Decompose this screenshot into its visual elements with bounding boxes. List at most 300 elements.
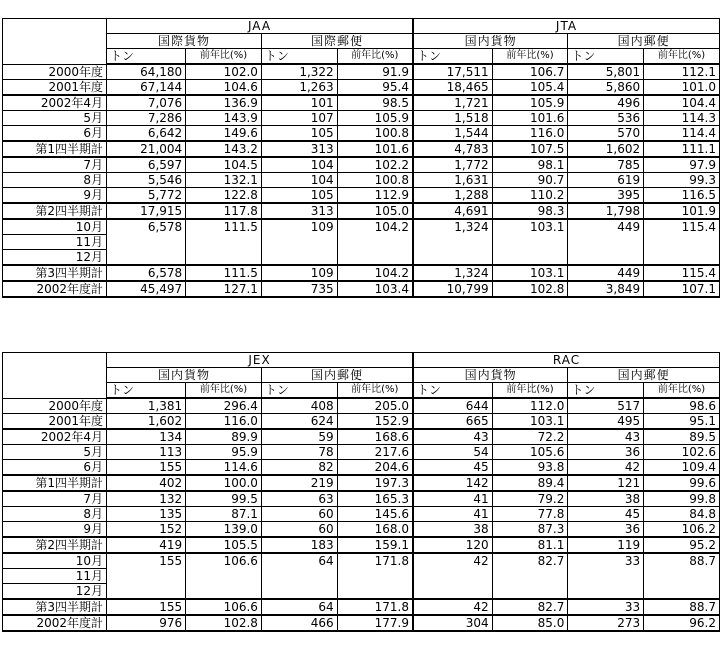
- data-cell: 89.9: [186, 429, 262, 445]
- data-cell: 111.1: [644, 141, 720, 157]
- data-cell: 1,544: [413, 126, 492, 142]
- subgroup-header: 国内郵便: [568, 368, 720, 383]
- data-cell: 33: [568, 553, 644, 599]
- table-row: [3, 188, 720, 204]
- data-cell: 127.1: [186, 281, 262, 297]
- table-row: [3, 553, 720, 569]
- data-cell: 102.0: [186, 64, 262, 80]
- data-cell: 104.2: [337, 265, 413, 281]
- table-row: [3, 141, 720, 157]
- table-row: [3, 429, 720, 445]
- data-cell: 88.7: [644, 553, 720, 599]
- data-cell: 120: [413, 537, 492, 553]
- data-cell: 98.5: [337, 95, 413, 111]
- row-label: 9月: [3, 188, 107, 204]
- data-cell: 1,381: [107, 398, 186, 414]
- unit-header: 前年比(%): [644, 383, 720, 399]
- data-cell: 102.8: [492, 281, 568, 297]
- data-cell: 38: [568, 491, 644, 507]
- unit-header: 前年比(%): [492, 49, 568, 65]
- data-cell: 1,602: [107, 414, 186, 430]
- data-cell: 43: [568, 429, 644, 445]
- unit-header: 前年比(%): [337, 383, 413, 399]
- data-cell: 1,288: [413, 188, 492, 204]
- unit-header-row: [3, 383, 720, 399]
- data-cell: 536: [568, 111, 644, 126]
- data-cell: 102.8: [186, 615, 262, 631]
- data-cell: 101.6: [492, 111, 568, 126]
- data-cell: 171.8: [337, 553, 413, 599]
- data-cell: 143.2: [186, 141, 262, 157]
- data-cell: 111.5: [186, 265, 262, 281]
- data-cell: 6,642: [107, 126, 186, 142]
- data-cell: 78: [261, 445, 337, 460]
- data-cell: 105: [261, 188, 337, 204]
- data-cell: 64,180: [107, 64, 186, 80]
- unit-header: 前年比(%): [186, 383, 262, 399]
- data-cell: 7,286: [107, 111, 186, 126]
- data-cell: 42: [413, 553, 492, 599]
- data-cell: 109: [261, 219, 337, 265]
- table-row: [3, 460, 720, 476]
- row-label: 2001年度: [3, 414, 107, 430]
- data-cell: 104.6: [186, 80, 262, 96]
- data-cell: 54: [413, 445, 492, 460]
- data-cell: 155: [107, 599, 186, 615]
- data-cell: 104.4: [644, 95, 720, 111]
- data-cell: 117.8: [186, 203, 262, 219]
- subgroup-header: 国際貨物: [107, 34, 262, 49]
- data-cell: 152: [107, 522, 186, 538]
- data-cell: 91.9: [337, 64, 413, 80]
- data-cell: 104.2: [337, 219, 413, 265]
- data-cell: 95.4: [337, 80, 413, 96]
- data-cell: 102.6: [644, 445, 720, 460]
- data-cell: 45: [413, 460, 492, 476]
- data-cell: 87.1: [186, 507, 262, 522]
- data-cell: 10,799: [413, 281, 492, 297]
- data-cell: 1,631: [413, 173, 492, 188]
- data-cell: 60: [261, 507, 337, 522]
- data-cell: 136.9: [186, 95, 262, 111]
- data-cell: 165.3: [337, 491, 413, 507]
- subgroup-header: 国内貨物: [413, 34, 568, 49]
- corner-cell: [3, 353, 107, 399]
- subgroup-header: 国内郵便: [261, 368, 413, 383]
- data-cell: 99.8: [644, 491, 720, 507]
- data-cell: 408: [261, 398, 337, 414]
- subgroup-header: 国内貨物: [413, 368, 568, 383]
- unit-header: 前年比(%): [337, 49, 413, 65]
- table-row: [3, 203, 720, 219]
- data-cell: 313: [261, 203, 337, 219]
- data-cell: 976: [107, 615, 186, 631]
- row-label: 7月: [3, 157, 107, 173]
- data-cell: 100.8: [337, 126, 413, 142]
- data-cell: 45: [568, 507, 644, 522]
- unit-header: トン: [568, 49, 644, 65]
- table-row: [3, 281, 720, 297]
- row-label: 第3四半期計: [3, 265, 107, 281]
- data-cell: 6,578: [107, 265, 186, 281]
- table-row: [3, 475, 720, 491]
- row-label: 12月: [3, 250, 107, 266]
- row-label: 第1四半期計: [3, 141, 107, 157]
- data-cell: 107.5: [492, 141, 568, 157]
- data-cell: 132.1: [186, 173, 262, 188]
- table-row: [3, 157, 720, 173]
- data-cell: 106.2: [644, 522, 720, 538]
- data-cell: 72.2: [492, 429, 568, 445]
- unit-header: トン: [568, 383, 644, 399]
- data-cell: 99.3: [644, 173, 720, 188]
- data-cell: 98.6: [644, 398, 720, 414]
- group-header: JEX: [107, 353, 413, 368]
- data-cell: 402: [107, 475, 186, 491]
- row-label: 2001年度: [3, 80, 107, 96]
- data-cell: 95.1: [644, 414, 720, 430]
- row-label: 第2四半期計: [3, 537, 107, 553]
- data-cell: 105: [261, 126, 337, 142]
- unit-header: トン: [261, 383, 337, 399]
- row-label: 10月: [3, 219, 107, 235]
- data-cell: 99.5: [186, 491, 262, 507]
- data-cell: 100.0: [186, 475, 262, 491]
- row-label: 12月: [3, 584, 107, 600]
- group-header-row: [3, 353, 720, 368]
- data-cell: 1,721: [413, 95, 492, 111]
- data-cell: 104: [261, 157, 337, 173]
- data-cell: 5,801: [568, 64, 644, 80]
- data-cell: 168.6: [337, 429, 413, 445]
- data-cell: 449: [568, 265, 644, 281]
- data-cell: 21,004: [107, 141, 186, 157]
- data-cell: 121: [568, 475, 644, 491]
- data-cell: 665: [413, 414, 492, 430]
- data-cell: 103.1: [492, 414, 568, 430]
- data-cell: 1,322: [261, 64, 337, 80]
- data-cell: 84.8: [644, 507, 720, 522]
- table-row: [3, 414, 720, 430]
- unit-header: トン: [413, 383, 492, 399]
- data-cell: 395: [568, 188, 644, 204]
- data-cell: 114.6: [186, 460, 262, 476]
- data-cell: 735: [261, 281, 337, 297]
- unit-header: トン: [107, 383, 186, 399]
- row-label: 6月: [3, 126, 107, 142]
- data-cell: 116.0: [492, 126, 568, 142]
- unit-header-row: [3, 49, 720, 65]
- data-cell: 41: [413, 507, 492, 522]
- data-cell: 99.6: [644, 475, 720, 491]
- data-cell: 45,497: [107, 281, 186, 297]
- unit-header: トン: [413, 49, 492, 65]
- data-cell: 109.4: [644, 460, 720, 476]
- data-cell: 38: [413, 522, 492, 538]
- row-label: 第3四半期計: [3, 599, 107, 615]
- data-cell: 89.4: [492, 475, 568, 491]
- data-cell: 1,798: [568, 203, 644, 219]
- data-cell: 90.7: [492, 173, 568, 188]
- table-row: [3, 265, 720, 281]
- data-cell: 103.1: [492, 265, 568, 281]
- data-cell: 101.6: [337, 141, 413, 157]
- row-label: 第1四半期計: [3, 475, 107, 491]
- corner-cell: [3, 19, 107, 65]
- data-cell: 419: [107, 537, 186, 553]
- data-cell: 114.3: [644, 111, 720, 126]
- data-cell: 122.8: [186, 188, 262, 204]
- row-label: 10月: [3, 553, 107, 569]
- data-cell: 33: [568, 599, 644, 615]
- data-cell: 101.0: [644, 80, 720, 96]
- data-cell: 135: [107, 507, 186, 522]
- data-cell: 134: [107, 429, 186, 445]
- data-cell: 106.7: [492, 64, 568, 80]
- table-row: [3, 219, 720, 235]
- row-label: 8月: [3, 173, 107, 188]
- data-cell: 1,518: [413, 111, 492, 126]
- data-cell: 155: [107, 553, 186, 599]
- data-cell: 112.0: [492, 398, 568, 414]
- data-cell: 1,263: [261, 80, 337, 96]
- data-cell: 89.5: [644, 429, 720, 445]
- data-cell: 1,324: [413, 265, 492, 281]
- row-label: 5月: [3, 445, 107, 460]
- table-row: [3, 80, 720, 96]
- row-label: 2002年4月: [3, 429, 107, 445]
- data-cell: 110.2: [492, 188, 568, 204]
- data-cell: 59: [261, 429, 337, 445]
- table-row: [3, 111, 720, 126]
- data-cell: 168.0: [337, 522, 413, 538]
- data-cell: 115.4: [644, 219, 720, 265]
- data-cell: 6,597: [107, 157, 186, 173]
- table-row: [3, 537, 720, 553]
- data-cell: 114.4: [644, 126, 720, 142]
- data-cell: 296.4: [186, 398, 262, 414]
- data-cell: 496: [568, 95, 644, 111]
- data-cell: 624: [261, 414, 337, 430]
- data-cell: 570: [568, 126, 644, 142]
- data-cell: 87.3: [492, 522, 568, 538]
- data-cell: 1,602: [568, 141, 644, 157]
- subgroup-header: 国内郵便: [568, 34, 720, 49]
- data-cell: 105.0: [337, 203, 413, 219]
- data-cell: 111.5: [186, 219, 262, 265]
- row-label: 6月: [3, 460, 107, 476]
- subgroup-header-row: [3, 368, 720, 383]
- data-cell: 619: [568, 173, 644, 188]
- row-label: 5月: [3, 111, 107, 126]
- data-cell: 177.9: [337, 615, 413, 631]
- data-cell: 7,076: [107, 95, 186, 111]
- data-cell: 112.1: [644, 64, 720, 80]
- unit-header: 前年比(%): [186, 49, 262, 65]
- row-label: 2000年度: [3, 398, 107, 414]
- group-header: RAC: [413, 353, 720, 368]
- row-label: 9月: [3, 522, 107, 538]
- data-cell: 183: [261, 537, 337, 553]
- data-cell: 3,849: [568, 281, 644, 297]
- data-cell: 466: [261, 615, 337, 631]
- data-cell: 95.2: [644, 537, 720, 553]
- row-label: 2002年度計: [3, 281, 107, 297]
- data-cell: 105.9: [337, 111, 413, 126]
- data-cell: 204.6: [337, 460, 413, 476]
- data-cell: 219: [261, 475, 337, 491]
- data-cell: 197.3: [337, 475, 413, 491]
- data-cell: 93.8: [492, 460, 568, 476]
- table-row: [3, 173, 720, 188]
- data-cell: 104: [261, 173, 337, 188]
- data-cell: 145.6: [337, 507, 413, 522]
- table-1: [2, 352, 720, 632]
- table-row: [3, 95, 720, 111]
- data-cell: 85.0: [492, 615, 568, 631]
- data-cell: 105.5: [186, 537, 262, 553]
- data-cell: 152.9: [337, 414, 413, 430]
- data-cell: 132: [107, 491, 186, 507]
- data-cell: 64: [261, 599, 337, 615]
- row-label: 2000年度: [3, 64, 107, 80]
- data-cell: 116.5: [644, 188, 720, 204]
- data-cell: 4,691: [413, 203, 492, 219]
- data-cell: 107.1: [644, 281, 720, 297]
- data-cell: 113: [107, 445, 186, 460]
- data-cell: 82.7: [492, 599, 568, 615]
- data-cell: 517: [568, 398, 644, 414]
- table-row: [3, 507, 720, 522]
- row-label: 11月: [3, 569, 107, 584]
- data-cell: 4,783: [413, 141, 492, 157]
- data-cell: 785: [568, 157, 644, 173]
- data-cell: 17,915: [107, 203, 186, 219]
- data-cell: 105.6: [492, 445, 568, 460]
- subgroup-header: 国内貨物: [107, 368, 262, 383]
- data-cell: 106.6: [186, 553, 262, 599]
- table-row: [3, 615, 720, 631]
- data-cell: 155: [107, 460, 186, 476]
- table-row: [3, 126, 720, 142]
- group-header: JTA: [413, 19, 720, 34]
- table-row: [3, 599, 720, 615]
- data-cell: 313: [261, 141, 337, 157]
- data-cell: 495: [568, 414, 644, 430]
- data-cell: 112.9: [337, 188, 413, 204]
- data-cell: 115.4: [644, 265, 720, 281]
- data-cell: 18,465: [413, 80, 492, 96]
- data-cell: 102.2: [337, 157, 413, 173]
- data-cell: 36: [568, 445, 644, 460]
- data-cell: 119: [568, 537, 644, 553]
- table-row: [3, 398, 720, 414]
- subgroup-header: 国際郵便: [261, 34, 413, 49]
- data-cell: 95.9: [186, 445, 262, 460]
- subgroup-header-row: [3, 34, 720, 49]
- data-cell: 139.0: [186, 522, 262, 538]
- row-label: 2002年度計: [3, 615, 107, 631]
- unit-header: トン: [261, 49, 337, 65]
- data-cell: 304: [413, 615, 492, 631]
- data-cell: 149.6: [186, 126, 262, 142]
- row-label: 7月: [3, 491, 107, 507]
- data-cell: 5,860: [568, 80, 644, 96]
- data-cell: 41: [413, 491, 492, 507]
- data-cell: 6,578: [107, 219, 186, 265]
- data-cell: 98.1: [492, 157, 568, 173]
- data-cell: 103.1: [492, 219, 568, 265]
- data-cell: 97.9: [644, 157, 720, 173]
- data-cell: 449: [568, 219, 644, 265]
- unit-header: 前年比(%): [644, 49, 720, 65]
- data-cell: 273: [568, 615, 644, 631]
- row-label: 8月: [3, 507, 107, 522]
- data-cell: 104.5: [186, 157, 262, 173]
- data-cell: 36: [568, 522, 644, 538]
- row-label: 11月: [3, 235, 107, 250]
- table-row: [3, 64, 720, 80]
- data-cell: 96.2: [644, 615, 720, 631]
- data-cell: 77.8: [492, 507, 568, 522]
- data-cell: 217.6: [337, 445, 413, 460]
- row-label: 第2四半期計: [3, 203, 107, 219]
- data-cell: 143.9: [186, 111, 262, 126]
- group-header-row: [3, 19, 720, 34]
- table-row: [3, 445, 720, 460]
- data-cell: 101.9: [644, 203, 720, 219]
- data-cell: 107: [261, 111, 337, 126]
- row-label: 2002年4月: [3, 95, 107, 111]
- table-row: [3, 491, 720, 507]
- data-cell: 105.4: [492, 80, 568, 96]
- data-cell: 79.2: [492, 491, 568, 507]
- data-cell: 5,546: [107, 173, 186, 188]
- data-cell: 100.8: [337, 173, 413, 188]
- unit-header: 前年比(%): [492, 383, 568, 399]
- data-cell: 60: [261, 522, 337, 538]
- data-cell: 101: [261, 95, 337, 111]
- data-cell: 105.9: [492, 95, 568, 111]
- data-cell: 106.6: [186, 599, 262, 615]
- data-cell: 82.7: [492, 553, 568, 599]
- data-cell: 88.7: [644, 599, 720, 615]
- data-cell: 63: [261, 491, 337, 507]
- data-cell: 98.3: [492, 203, 568, 219]
- data-cell: 103.4: [337, 281, 413, 297]
- data-cell: 42: [568, 460, 644, 476]
- data-cell: 142: [413, 475, 492, 491]
- data-cell: 5,772: [107, 188, 186, 204]
- data-cell: 82: [261, 460, 337, 476]
- data-cell: 116.0: [186, 414, 262, 430]
- data-cell: 1,324: [413, 219, 492, 265]
- table-row: [3, 522, 720, 538]
- data-cell: 159.1: [337, 537, 413, 553]
- data-cell: 109: [261, 265, 337, 281]
- data-cell: 43: [413, 429, 492, 445]
- data-cell: 171.8: [337, 599, 413, 615]
- table-0: [2, 18, 720, 298]
- data-cell: 81.1: [492, 537, 568, 553]
- data-cell: 67,144: [107, 80, 186, 96]
- unit-header: トン: [107, 49, 186, 65]
- data-cell: 17,511: [413, 64, 492, 80]
- data-cell: 644: [413, 398, 492, 414]
- data-cell: 42: [413, 599, 492, 615]
- data-cell: 1,772: [413, 157, 492, 173]
- data-cell: 64: [261, 553, 337, 599]
